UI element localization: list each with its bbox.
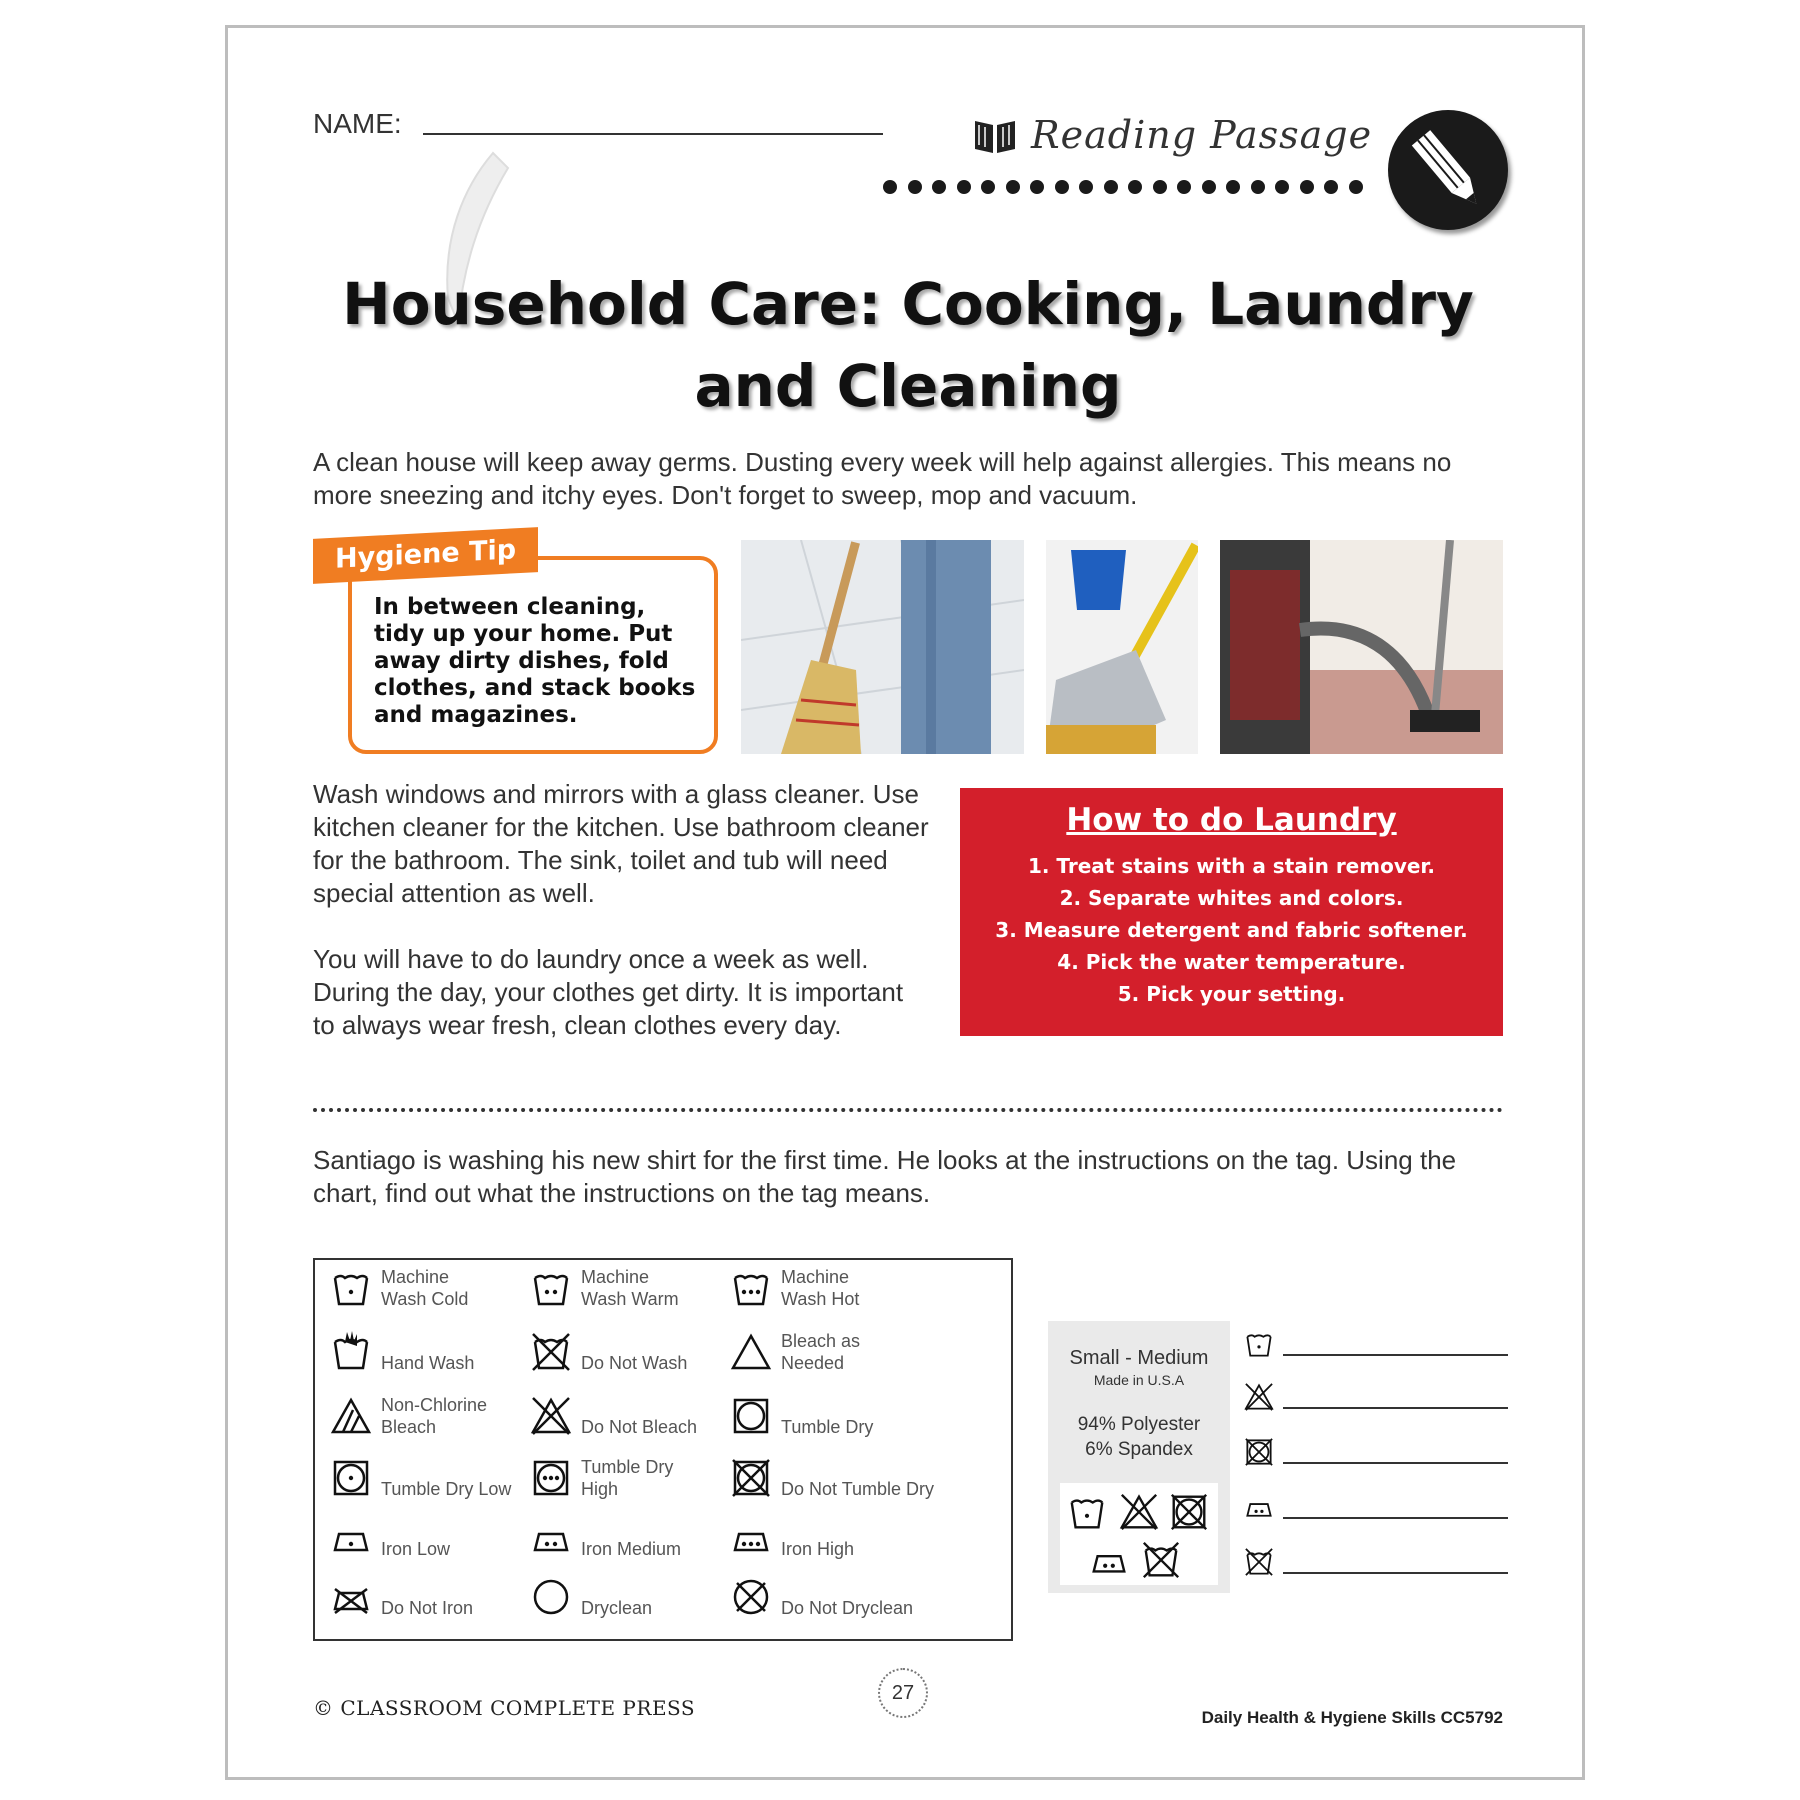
sweeping-photo	[741, 540, 1024, 754]
symbol-label-line: Tumble Dry	[781, 1417, 874, 1437]
symbol-label-line: Iron High	[781, 1539, 855, 1559]
symbol-label-line: Tumble Dry Low	[381, 1479, 512, 1499]
symbol-label-line: Hand Wash	[381, 1353, 475, 1373]
divider-dot	[908, 180, 922, 194]
symbol-label-line	[781, 1516, 854, 1538]
symbol-chart-cell	[729, 1516, 854, 1560]
page-title	[288, 263, 1528, 427]
symbol-label-line: Do Not Bleach	[581, 1417, 698, 1437]
symbol-chart-cell	[329, 1516, 450, 1560]
symbol-label-line: Do Not Wash	[581, 1353, 688, 1373]
windows-paragraph: Wash windows and mirrors with a glass cleaner. Use kitchen cleaner for the kitchen. Use bathroom cleaner for the bathroom. The sink, toilet and tub will need special attention as well.	[313, 779, 929, 908]
open-book-icon	[973, 115, 1017, 155]
symbol-label-line: Iron Low	[381, 1539, 451, 1559]
iron-low-icon	[329, 1516, 373, 1560]
symbol-label	[581, 1456, 673, 1500]
hygiene-tip-text: In between cleaning, tidy up your home. Put away dirty dishes, fold clothes, and stack books and magazines.	[374, 594, 696, 728]
symbol-label-line: Do Not Tumble Dry	[781, 1479, 935, 1499]
symbol-label-line	[781, 1575, 913, 1597]
do-not-dryclean-icon	[729, 1575, 773, 1619]
symbol-label	[581, 1575, 652, 1619]
dryclean-icon	[529, 1575, 573, 1619]
non-chlorine-bleach-icon	[329, 1394, 373, 1438]
tag-fabric-2: 6% Spandex	[1085, 1439, 1193, 1460]
title-line-1: Household Care: Cooking, Laundry	[342, 270, 1474, 338]
symbol-chart-cell	[329, 1266, 468, 1310]
answer-row	[1243, 1546, 1508, 1578]
divider-dot	[1251, 180, 1265, 194]
divider-dot	[1226, 180, 1240, 194]
wash-cold-icon	[1066, 1491, 1108, 1533]
divider-dot	[1300, 180, 1314, 194]
bleach-as-needed-icon	[729, 1330, 773, 1374]
symbol-label	[381, 1456, 511, 1500]
do-not-bleach-icon	[1118, 1491, 1160, 1533]
divider-dot	[1006, 180, 1020, 194]
tag-fabric	[1048, 1412, 1230, 1462]
symbol-label-line: Bleach	[381, 1417, 437, 1437]
title-line-2: and Cleaning	[694, 352, 1122, 420]
tag-size: Small - Medium	[1069, 1347, 1209, 1369]
laundry-step: 2. Separate whites and colors.	[1059, 886, 1404, 910]
symbol-chart-cell	[729, 1394, 873, 1438]
answer-row	[1243, 1328, 1508, 1360]
name-label: NAME:	[313, 108, 402, 139]
symbol-label	[381, 1394, 487, 1438]
tumble-dry-high-icon	[529, 1456, 573, 1500]
clothing-tag	[1048, 1321, 1230, 1593]
answer-field[interactable]	[1283, 1517, 1508, 1519]
do-not-wash-icon	[529, 1330, 573, 1374]
section-header	[973, 113, 1372, 157]
divider-dot	[1275, 180, 1289, 194]
symbol-label	[381, 1266, 468, 1310]
symbol-label	[781, 1516, 854, 1560]
tag-origin: Made in U.S.A	[1093, 1372, 1185, 1388]
activity-instructions: Santiago is washing his new shirt for the first time. He looks at the instructions on the tag. Using the chart, find out what the instructions on the tag means.	[313, 1145, 1457, 1208]
wash-warm-icon	[529, 1266, 573, 1310]
pencil-icon	[1388, 110, 1508, 230]
answer-row	[1243, 1491, 1508, 1523]
book-code: Daily Health & Hygiene Skills CC5792	[1201, 1708, 1503, 1727]
symbol-chart-cell	[529, 1330, 687, 1374]
do-not-iron-icon	[329, 1575, 373, 1619]
symbol-label-line: Wash Warm	[581, 1289, 679, 1309]
hygiene-tip-label: Hygiene Tip	[313, 527, 538, 584]
symbol-chart-cell	[729, 1330, 860, 1374]
iron-high-icon	[729, 1516, 773, 1560]
symbol-label-line	[581, 1516, 681, 1538]
divider-dot	[1202, 180, 1216, 194]
answer-row	[1243, 1436, 1508, 1468]
symbol-chart-cell	[529, 1516, 681, 1560]
symbol-chart-cell	[329, 1330, 474, 1374]
tag-fabric-1: 94% Polyester	[1077, 1414, 1201, 1435]
laundry-step: 5. Pick your setting.	[1117, 982, 1346, 1006]
symbol-chart-cell	[529, 1575, 652, 1619]
symbol-chart-cell	[529, 1456, 673, 1500]
answer-field[interactable]	[1283, 1354, 1508, 1356]
symbol-label-line: Iron Medium	[581, 1539, 682, 1559]
symbol-label-line	[581, 1330, 687, 1352]
mop-photo	[1046, 540, 1198, 754]
iron-medium-icon	[1088, 1539, 1130, 1581]
symbol-label	[581, 1330, 687, 1374]
symbol-chart-cell	[529, 1394, 697, 1438]
iron-medium-icon	[529, 1516, 573, 1560]
symbol-label	[781, 1575, 913, 1619]
symbol-label	[581, 1516, 681, 1560]
laundry-symbol-chart	[313, 1258, 1013, 1641]
laundry-paragraph: You will have to do laundry once a week as well. During the day, your clothes get dirty. It is important to always wear fresh, clean clothes every day.	[313, 944, 904, 1040]
symbol-label	[781, 1394, 873, 1438]
do-not-tumble-dry-icon	[729, 1456, 773, 1500]
divider-dot	[1055, 180, 1069, 194]
worksheet-page	[225, 25, 1585, 1780]
answer-field[interactable]	[1283, 1407, 1508, 1409]
intro-paragraph: A clean house will keep away germs. Dusting every week will help against allergies. This means no more sneezing and itchy eyes. Don't forget to sweep, mop and vacuum.	[313, 447, 1452, 510]
hand-wash-icon	[329, 1330, 373, 1374]
symbol-chart-cell	[729, 1456, 934, 1500]
symbol-label-line: Do Not Dryclean	[781, 1598, 914, 1618]
divider-dot	[883, 180, 897, 194]
iron-medium-icon	[1243, 1491, 1275, 1523]
laundry-steps-list	[960, 850, 1503, 1010]
divider-dot	[957, 180, 971, 194]
symbol-label-line	[381, 1330, 474, 1352]
symbol-label-line: Wash Hot	[781, 1289, 860, 1309]
wash-cold-icon	[329, 1266, 373, 1310]
symbol-chart-cell	[329, 1456, 511, 1500]
symbol-label-line: Do Not Iron	[381, 1598, 474, 1618]
symbol-label	[581, 1394, 697, 1438]
do-not-wash-icon	[1243, 1546, 1275, 1578]
laundry-step: 4. Pick the water temperature.	[1057, 950, 1406, 974]
publisher-credit: © CLASSROOM COMPLETE PRESS	[313, 1696, 696, 1720]
tumble-dry-icon	[729, 1394, 773, 1438]
symbol-label	[781, 1330, 860, 1374]
do-not-tumble-dry-icon	[1168, 1491, 1210, 1533]
vacuum-photo	[1220, 540, 1503, 754]
answer-field[interactable]	[1283, 1462, 1508, 1464]
do-not-bleach-icon	[529, 1394, 573, 1438]
pencil-badge	[1388, 110, 1508, 230]
symbol-label-line: Machine	[581, 1267, 650, 1287]
do-not-tumble-dry-icon	[1243, 1436, 1275, 1468]
symbol-label-line: Machine	[781, 1267, 850, 1287]
divider-dot	[1128, 180, 1142, 194]
symbol-chart-cell	[329, 1575, 473, 1619]
laundry-step: 1. Treat stains with a stain remover.	[1027, 854, 1436, 878]
symbol-label-line: Needed	[781, 1353, 845, 1373]
divider-dot	[932, 180, 946, 194]
symbol-label-line	[581, 1575, 652, 1597]
symbol-label-line	[381, 1456, 511, 1478]
symbol-label	[581, 1266, 679, 1310]
wash-hot-icon	[729, 1266, 773, 1310]
symbol-label-line	[381, 1516, 450, 1538]
symbol-label-line: Tumble Dry	[581, 1457, 674, 1477]
do-not-wash-icon	[1140, 1539, 1182, 1581]
symbol-label-line	[381, 1575, 473, 1597]
divider-dot	[1153, 180, 1167, 194]
symbol-label	[381, 1516, 450, 1560]
laundry-steps-box	[960, 788, 1503, 1036]
symbol-chart-cell	[529, 1266, 679, 1310]
symbol-label	[781, 1456, 934, 1500]
dot-divider	[883, 180, 1383, 194]
laundry-step: 3. Measure detergent and fabric softener.	[995, 918, 1468, 942]
divider-dot	[981, 180, 995, 194]
symbol-label-line: Bleach as	[781, 1331, 861, 1351]
symbol-chart-cell	[729, 1266, 859, 1310]
divider-dot	[1177, 180, 1191, 194]
section-label: Reading Passage	[1031, 113, 1373, 157]
wash-cold-icon	[1243, 1328, 1275, 1360]
symbol-label-line: Non-Chlorine	[381, 1395, 488, 1415]
divider-dot	[1030, 180, 1044, 194]
answer-field[interactable]	[1283, 1572, 1508, 1574]
answer-row	[1243, 1381, 1508, 1413]
hygiene-tip-box	[348, 556, 718, 754]
name-field[interactable]	[423, 133, 883, 135]
tag-care-symbols	[1060, 1483, 1218, 1585]
symbol-label	[781, 1266, 859, 1310]
symbol-label	[381, 1575, 473, 1619]
symbol-label-line	[581, 1394, 697, 1416]
symbol-label-line	[781, 1394, 873, 1416]
divider-dot	[1104, 180, 1118, 194]
symbol-label-line: High	[581, 1479, 619, 1499]
symbol-chart-cell	[729, 1575, 913, 1619]
do-not-bleach-icon	[1243, 1381, 1275, 1413]
tumble-dry-low-icon	[329, 1456, 373, 1500]
symbol-label-line: Wash Cold	[381, 1289, 469, 1309]
page-number: 27	[878, 1668, 928, 1718]
divider-dot	[1079, 180, 1093, 194]
symbol-label-line: Dryclean	[581, 1598, 653, 1618]
symbol-chart-cell	[329, 1394, 487, 1438]
divider-dot	[1349, 180, 1363, 194]
divider-dot	[1324, 180, 1338, 194]
symbol-label-line	[781, 1456, 934, 1478]
symbol-label-line: Machine	[381, 1267, 450, 1287]
laundry-steps-heading: How to do Laundry	[1066, 802, 1397, 838]
symbol-label	[381, 1330, 474, 1374]
section-divider	[313, 1108, 1503, 1112]
